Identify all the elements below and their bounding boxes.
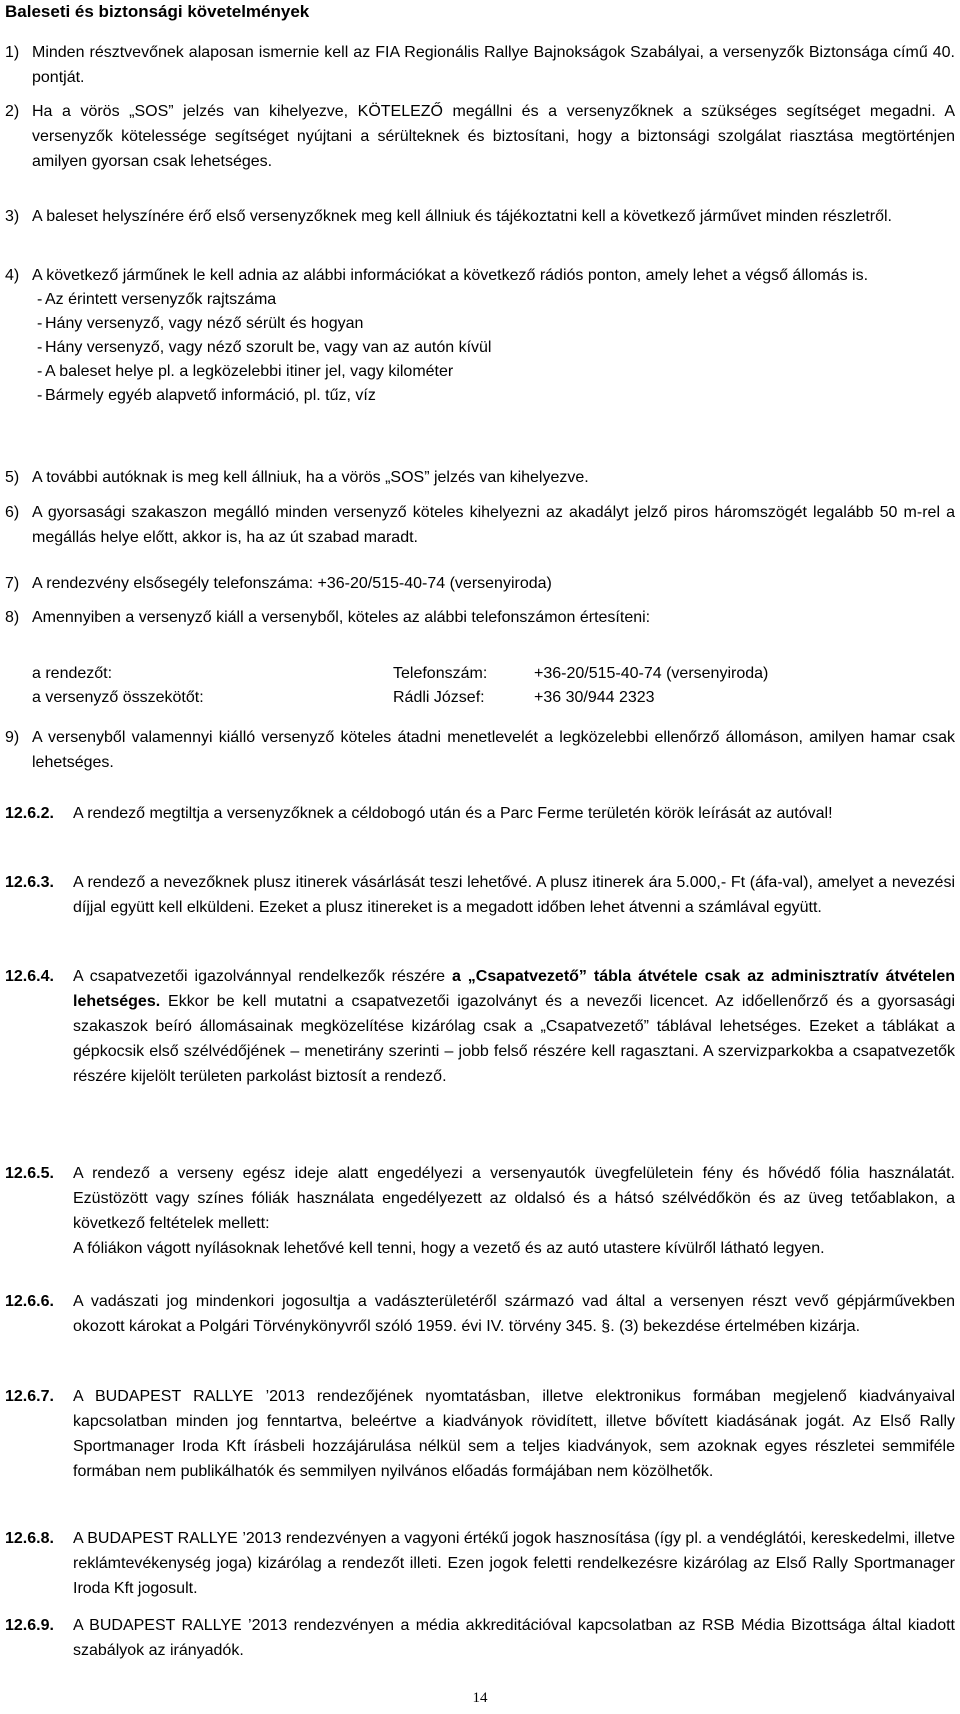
rule-text: A BUDAPEST RALLYE ’2013 rendezvényen a vagyoni értékű jogok hasznosítása (így pl. a vendéglátói, kereskedelmi, illetve reklámtevékenység joga) kizárólag a rendezőt illeti. Ezen jogok feletti rendelkezésre kizárólag az Első Rally Sportmanager Iroda Kft jogosult. <box>73 1530 955 1597</box>
item-2 <box>5 99 955 174</box>
rule-text: A BUDAPEST RALLYE ’2013 rendezőjének nyomtatásban, illetve elektronikus formában megjelenő kiadványaival kapcsolatban minden jog fenntartva, beleértve a kiadványok rövidített, illetve bővített kiadásának jogát. Az Első Rally Sportmanager Iroda Kft írásbeli hozzájárulása nélkül sem a teljes kiadványok, sem azoknak egyes részletei semmiféle formában nem publikálhatók és semmilyen nyilvános előadás formájában nem közölhetők. <box>73 1388 955 1480</box>
item-number: 2) <box>5 103 20 120</box>
item-number: 8) <box>5 609 20 626</box>
list-item: - Bármely egyéb alapvető információ, pl. tűz, víz <box>37 387 376 404</box>
rule-number: 12.6.7. <box>5 1388 54 1405</box>
rule-12-6-7 <box>5 1384 955 1484</box>
contact-row: a versenyző összekötőt: Rádli József: +36 30/944 2323 <box>32 689 655 706</box>
item-text: A rendezvény elsősegély telefonszáma: +36-20/515-40-74 (versenyiroda) <box>32 575 552 592</box>
item-text: Amennyiben a versenyző kiáll a versenyből, köteles az alábbi telefonszámon értesíteni: <box>32 609 651 626</box>
rule-12-6-3 <box>5 870 955 920</box>
rule-text: A csapatvezetői igazolvánnyal rendelkezők részére a „Csapatvezető” tábla átvétele csak az adminisztratív átvételen lehetséges. Ekkor be kell mutatni a csapatvezetői igazolványt és a nevezői licencet. Az időellenőrző és a gyorsasági szakaszok beíró állomásainak megközelítése kizárólag csak a „Csapatvezető” táblával lehetséges. Ezeket a táblákat a gépkocsik első szélvédőjének – menetirány szerinti – jobb felső részére kell ragasztani. A szervizparkokba a csapatvezetők részére kijelölt területen parkolást biztosít a rendező. <box>73 968 955 1085</box>
rule-12-6-8 <box>5 1526 955 1601</box>
item-number: 5) <box>5 469 20 486</box>
rule-text: A rendező a nevezőknek plusz itinerek vásárlását teszi lehetővé. A plusz itinerek ára 5.000,- Ft (áfa-val), amelyet a nevezési díjjal együtt kell elküldeni. Ezeket a plusz itinereket is a megadott időben lehet átvenni a számlával együtt. <box>73 874 955 916</box>
item-3 <box>5 204 955 229</box>
item-text: A gyorsasági szakaszon megálló minden versenyző köteles kihelyezni az akadályt jelző piros háromszögét legalább 50 m-rel a megállás helye előtt, akkor is, ha az út szabad maradt. <box>32 504 955 546</box>
item-text: A baleset helyszínére érő első versenyzőknek meg kell állniuk és tájékoztatni kell a következő járművet minden részletről. <box>32 208 892 225</box>
item-8 <box>5 605 955 630</box>
item-7 <box>5 571 955 596</box>
rule-12-6-6 <box>5 1289 955 1339</box>
item-number: 9) <box>5 729 20 746</box>
item-6 <box>5 500 955 550</box>
rule-number: 12.6.5. <box>5 1165 54 1182</box>
page-number: 14 <box>472 1690 488 1706</box>
item-number: 4) <box>5 267 20 284</box>
item-text: A versenyből valamennyi kiálló versenyző köteles átadni menetlevelét a legközelebbi ellenőrző állomáson, amilyen hamar csak lehetséges. <box>32 729 955 771</box>
rule-number: 12.6.3. <box>5 874 54 891</box>
item-9 <box>5 725 955 775</box>
rule-number: 12.6.6. <box>5 1293 54 1310</box>
section-heading: Baleseti és biztonsági követelmények <box>5 2 310 21</box>
item-text: Ha a vörös „SOS” jelzés van kihelyezve, KÖTELEZŐ megállni és a versenyzőknek a szükséges segítséget megadni. A versenyzők kötelessége segítséget nyújtani a sérülteknek és biztosítani, hogy a biztonsági szolgálat riasztása megtörténjen amilyen gyorsan csak lehetséges. <box>32 103 955 170</box>
rule-number: 12.6.2. <box>5 805 54 822</box>
item-text: Minden résztvevőnek alaposan ismernie kell az FIA Regionális Rallye Bajnokságok Szabályai, a versenyzők Biztonsága című 40. pontját. <box>32 44 955 86</box>
rule-number: 12.6.9. <box>5 1617 54 1634</box>
item-number: 7) <box>5 575 20 592</box>
rule-text: A BUDAPEST RALLYE ’2013 rendezvényen a média akkreditációval kapcsolatban az RSB Média Bizottsága által kiadott szabályok az irányadók. <box>73 1617 955 1659</box>
item-text: A következő járműnek le kell adnia az alábbi információkat a következő rádiós ponton, amely lehet a végső állomás is. <box>32 267 869 284</box>
rule-12-6-5 <box>5 1161 955 1261</box>
item-1 <box>5 40 955 90</box>
list-item: - Hány versenyző, vagy néző szorult be, vagy van az autón kívül <box>37 339 492 356</box>
rule-text: A vadászati jog mindenkori jogosultja a vadászterületéről származó vad által a versenyen részt vevő gépjárművekben okozott károkat a Polgári Törvénykönyvről szóló 1959. évi IV. törvény 345. §. (3) bekezdése értelmében kizárja. <box>73 1293 955 1335</box>
item-number: 3) <box>5 208 20 225</box>
item-4 <box>5 263 955 408</box>
rule-12-6-9 <box>5 1613 955 1663</box>
list-item: - A baleset helye pl. a legközelebbi itiner jel, vagy kilométer <box>37 363 454 380</box>
rule-number: 12.6.4. <box>5 968 54 985</box>
item-text: A további autóknak is meg kell állniuk, ha a vörös „SOS” jelzés van kihelyezve. <box>32 469 589 486</box>
rule-text: A rendező megtiltja a versenyzőknek a céldobogó után és a Parc Ferme területén körök leírását az autóval! <box>73 805 833 822</box>
rule-12-6-2 <box>5 801 955 826</box>
rule-number: 12.6.8. <box>5 1530 54 1547</box>
contact-table <box>32 662 932 710</box>
item-number: 6) <box>5 504 20 521</box>
rule-bold-text: a „Csapatvezető” tábla átvétele csak az adminisztratív átvételen lehetséges. <box>73 968 955 1010</box>
rule-text: A rendező a verseny egész ideje alatt engedélyezi a versenyautók üvegfelületein fény és hővédő fólia használatát. Ezüstözött vagy színes fóliák használata engedélyezett az oldalsó és a hátsó szélvédőkön és az üveg tetőablakon, a következő feltételek mellett: A fóliákon vágott nyílásoknak lehetővé kell tenni, hogy a vezető és az autó utastere kívülről látható legyen. <box>73 1165 955 1257</box>
rule-12-6-4 <box>5 964 955 1089</box>
list-item: - Az érintett versenyzők rajtszáma <box>37 291 277 308</box>
item-number: 1) <box>5 44 20 61</box>
item-5 <box>5 465 955 490</box>
contact-row: a rendezőt: Telefonszám: +36-20/515-40-74 (versenyiroda) <box>32 665 769 682</box>
list-item: - Hány versenyző, vagy néző sérült és hogyan <box>37 315 364 332</box>
